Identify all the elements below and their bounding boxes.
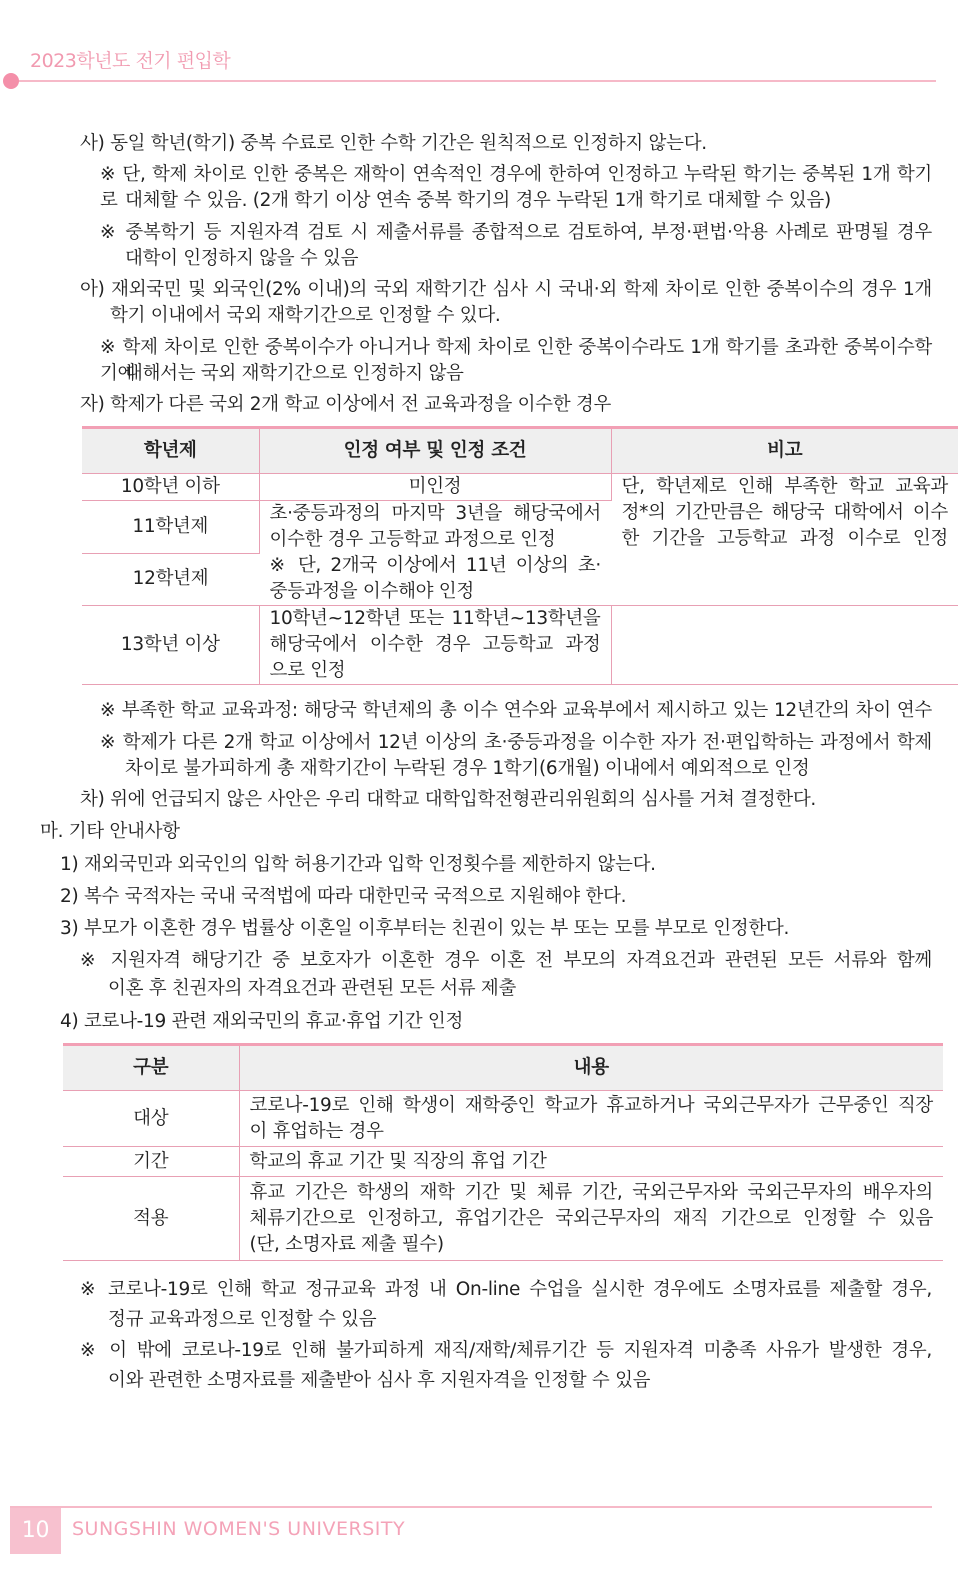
- note-cell-empty: [611, 606, 958, 685]
- note-covid-online: ※ 코로나-19로 인해 학교 정규교육 과정 내 On-line 수업을 실시한 경우에도 소명자료를 제출할 경우,: [80, 1279, 932, 1300]
- col-header-category: 구분: [63, 1045, 239, 1091]
- content-line: 학교의 휴교 기간 및 직장의 휴업 기간: [249, 1150, 547, 1172]
- category-cell: 대상: [63, 1091, 239, 1147]
- grade-cell: 10학년 이하: [82, 474, 259, 501]
- note-sa-1-cont: 대체할 수 있음. (2개 학기 이상 연속 중복 학기의 경우 누락된 1개 학기로 대체할 수 있음): [125, 190, 831, 211]
- note-a-1-cont: 대해서는 국외 재학기간으로 인정하지 않음: [125, 363, 464, 384]
- grade-cell: 13학년 이상: [82, 606, 259, 685]
- table-row: [63, 1091, 943, 1147]
- col-header-note: 비고: [611, 428, 958, 474]
- condition-line: 으로 인정: [269, 660, 346, 681]
- content-line: 코로나-19로 인해 학생이 재학중인 학교가 휴교하거나 국외근무자가 근무중인 직장: [249, 1094, 933, 1116]
- item-a-cont: 학기 이내에서 국외 재학기간으로 인정할 수 있다.: [110, 305, 501, 326]
- item-ja: 자) 학제가 다른 국외 2개 학교 이상에서 전 교육과정을 이수한 경우: [80, 394, 612, 415]
- col-header-content: 내용: [239, 1045, 943, 1091]
- item-cha: 차) 위에 언급되지 않은 사안은 우리 대학교 대학입학전형관리위원회의 심사를 거쳐 결정한다.: [80, 789, 817, 810]
- section-ma-heading: 마. 기타 안내사항: [40, 821, 180, 842]
- note-sa-2: ※ 중복학기 등 지원자격 검토 시 제출서류를 종합적으로 검토하여, 부정·편법·악용 사례로 판명될 경우: [100, 222, 932, 243]
- note-line: 한 기간을 고등학교 과정 이수로 인정: [621, 528, 948, 549]
- grade-cell: 11학년제: [82, 501, 259, 554]
- table-header-row: [82, 428, 958, 474]
- note-covid-other-cont: 이와 관련한 소명자료를 제출받아 심사 후 지원자격을 인정할 수 있음: [108, 1370, 651, 1391]
- content-cell: [239, 1091, 943, 1147]
- header-divider: [10, 80, 936, 82]
- content-cell: [239, 1147, 943, 1177]
- footer-divider: [10, 1506, 932, 1508]
- item-m3: 3) 부모가 이혼한 경우 법률상 이혼일 이후부터는 친권이 있는 부 또는 모를 부모로 인정한다.: [60, 918, 790, 939]
- condition-line: 해당국에서 이수한 경우 고등학교 과정: [269, 634, 601, 655]
- table-row: [63, 1177, 943, 1261]
- note-m3: ※ 지원자격 해당기간 중 보호자가 이혼한 경우 이혼 전 부모의 자격요건과 관련된 모든 서류와 함께: [80, 950, 932, 971]
- note-sa-1: ※ 단, 학제 차이로 인한 중복은 재학이 연속적인 경우에 한하여 인정하고 누락된 학기는 중복된 1개 학기로: [100, 164, 932, 211]
- content-line: (단, 소명자료 제출 필수): [249, 1233, 444, 1255]
- header-dot-icon: [3, 73, 19, 89]
- note-deficient: ※ 부족한 학교 교육과정: 해당국 학년제의 총 이수 연수와 교육부에서 제시하고 있는 12년간의 차이 연수: [100, 700, 932, 721]
- note-m3-cont: 이혼 후 친권자의 자격요건과 관련된 모든 서류 제출: [108, 978, 517, 999]
- content-line: 이 휴업하는 경우: [249, 1120, 384, 1142]
- grade-system-table: [82, 426, 958, 685]
- note-covid-online-cont: 정규 교육과정으로 인정할 수 있음: [108, 1309, 377, 1330]
- note-cell: [611, 474, 958, 606]
- table-header-row: [63, 1045, 943, 1091]
- item-a: 아) 재외국민 및 외국인(2% 이내)의 국외 재학기간 심사 시 국내·외 학제 차이로 인한 중복이수의 경우 1개: [80, 279, 932, 300]
- note-line: 정*의 기간만큼은 해당국 대학에서 이수: [621, 502, 948, 523]
- item-m2: 2) 복수 국적자는 국내 국적법에 따라 대한민국 국적으로 지원해야 한다.: [60, 886, 627, 907]
- category-cell: 기간: [63, 1147, 239, 1177]
- page-number: 10: [10, 1508, 61, 1554]
- condition-line: 중등과정을 이수해야 인정: [269, 581, 474, 602]
- category-cell: 적용: [63, 1177, 239, 1261]
- covid-table: [63, 1043, 943, 1261]
- table-row: [82, 606, 958, 685]
- condition-cell: 미인정: [259, 474, 611, 501]
- grade-cell: 12학년제: [82, 553, 259, 606]
- note-line: 단, 학년제로 인해 부족한 학교 교육과: [621, 476, 948, 497]
- content-line: 휴교 기간은 학생의 재학 기간 및 체류 기간, 국외근무자와 국외근무자의 배우자의: [249, 1181, 933, 1203]
- note-covid-other: ※ 이 밖에 코로나-19로 인해 불가피하게 재직/재학/체류기간 등 지원자격 미충족 사유가 발생한 경우,: [80, 1340, 932, 1361]
- item-m4: 4) 코로나-19 관련 재외국민의 휴교·휴업 기간 인정: [60, 1011, 464, 1032]
- table-row: [63, 1147, 943, 1177]
- item-m1: 1) 재외국민과 외국인의 입학 허용기간과 입학 인정횟수를 제한하지 않는다.: [60, 854, 656, 875]
- content-line: 체류기간으로 인정하고, 휴업기간은 국외근무자의 재직 기간으로 인정할 수 있음: [249, 1207, 933, 1229]
- condition-line: 10학년~12학년 또는 11학년~13학년을: [269, 608, 601, 629]
- condition-line: 이수한 경우 고등학교 과정으로 인정: [269, 529, 556, 550]
- note-missing-period-cont: 차이로 불가피하게 총 재학기간이 누락된 경우 1학기(6개월) 이내에서 예외적으로 인정: [125, 758, 810, 779]
- content-cell: [239, 1177, 943, 1261]
- condition-cell-merged: [259, 501, 611, 606]
- condition-line: ※ 단, 2개국 이상에서 11년 이상의 초·: [269, 555, 601, 576]
- table-row: [82, 474, 958, 501]
- header-title: 2023학년도 전기 편입학: [30, 50, 231, 72]
- condition-cell: [259, 606, 611, 685]
- note-missing-period: ※ 학제가 다른 2개 학교 이상에서 12년 이상의 초·중등과정을 이수한 자가 전·편입학하는 과정에서 학제: [100, 732, 932, 753]
- col-header-condition: 인정 여부 및 인정 조건: [259, 428, 611, 474]
- item-sa: 사) 동일 학년(학기) 중복 수료로 인한 수학 기간은 원칙적으로 인정하지 않는다.: [80, 133, 707, 154]
- col-header-grade: 학년제: [82, 428, 259, 474]
- footer-university: SUNGSHIN WOMEN'S UNIVERSITY: [72, 1518, 406, 1540]
- condition-line: 초·중등과정의 마지막 3년을 해당국에서: [269, 503, 601, 524]
- note-a-1: ※ 학제 차이로 인한 중복이수가 아니거나 학제 차이로 인한 중복이수라도 1개 학기를 초과한 중복이수학기에: [100, 337, 932, 384]
- note-sa-2-cont: 대학이 인정하지 않을 수 있음: [125, 248, 359, 269]
